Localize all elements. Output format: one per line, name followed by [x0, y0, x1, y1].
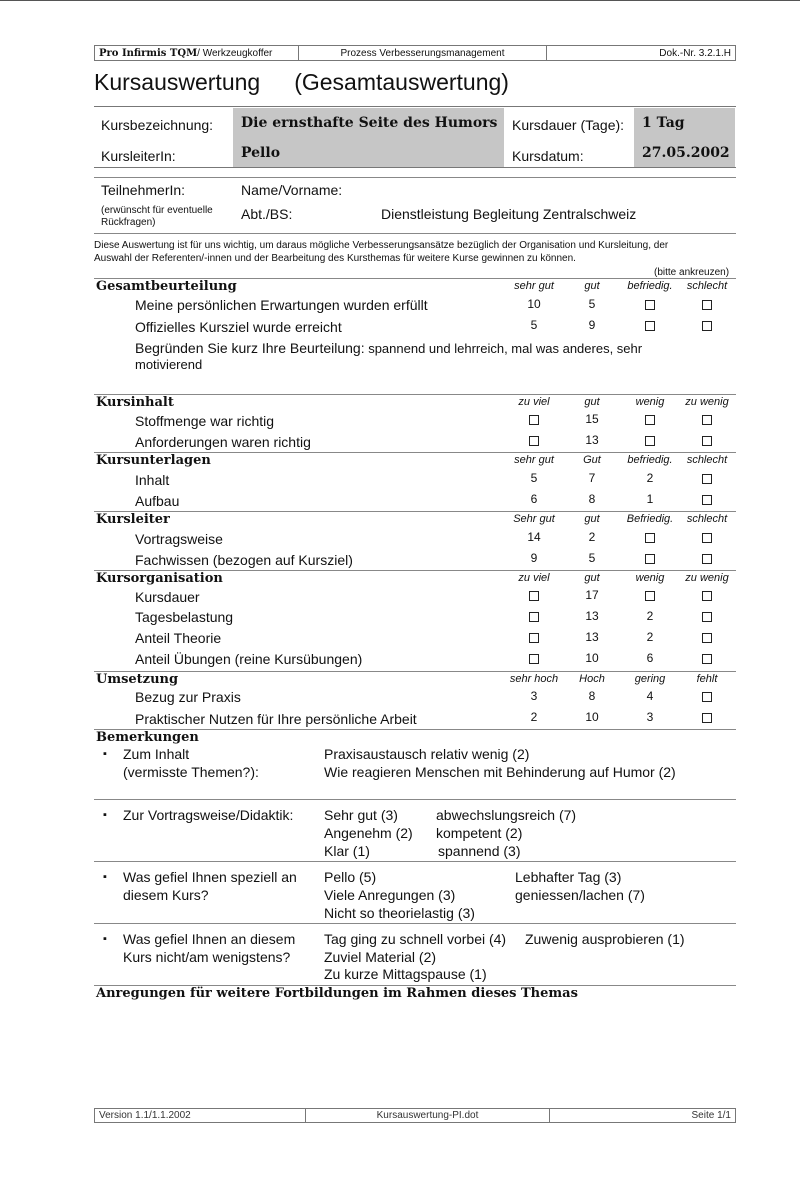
begruendung-cont: motivierend — [135, 357, 203, 372]
rating-checkbox[interactable] — [620, 297, 680, 311]
col-header: gut — [584, 396, 600, 408]
col-header: schlecht — [686, 513, 728, 525]
bullet-icon: ▪ — [103, 748, 107, 760]
remark-answer: Zuwenig ausprobieren (1) — [525, 931, 685, 947]
col-header: Sehr gut — [513, 513, 555, 525]
item-label: Meine persönlichen Erwartungen wurden erfüllt — [135, 297, 428, 313]
remark-answer: Wie reagieren Menschen mit Behinderung auf Humor (2) — [324, 764, 676, 780]
checkbox-icon[interactable] — [645, 321, 655, 331]
rating-value: 8 — [588, 689, 596, 703]
rating-checkbox[interactable] — [677, 551, 737, 565]
checkbox-icon[interactable] — [702, 474, 712, 484]
rating-value: 13 — [585, 609, 599, 623]
col-header: gut — [584, 513, 600, 525]
col-header: gering — [634, 673, 666, 685]
teilnehmer-note: (erwünscht für eventuelle Rückfragen) — [101, 205, 213, 228]
divider — [94, 799, 736, 800]
col-header: fehlt — [696, 673, 718, 685]
course-info — [94, 106, 736, 168]
rating-value: 2 — [646, 471, 654, 485]
checkbox-icon[interactable] — [702, 591, 712, 601]
divider — [94, 177, 736, 178]
document-footer — [94, 1108, 736, 1123]
rating-checkbox[interactable] — [677, 530, 737, 544]
item-label: Bezug zur Praxis — [135, 689, 241, 705]
checkbox-icon[interactable] — [645, 554, 655, 564]
remark-question: diesem Kurs? — [123, 887, 209, 903]
name-label: Name/Vorname: — [241, 182, 343, 198]
rating-value: 15 — [585, 412, 599, 426]
checkbox-icon[interactable] — [645, 300, 655, 310]
checkbox-icon[interactable] — [529, 654, 539, 664]
rating-value: 3 — [646, 710, 654, 724]
page-title: Kursauswertung (Gesamtauswertung) — [94, 69, 509, 95]
bullet-icon: ▪ — [103, 933, 107, 945]
remark-answer: Praxisaustausch relativ wenig (2) — [324, 746, 530, 762]
kursbezeichnung-value: Die ernsthafte Seite des Humors — [233, 108, 504, 138]
section-title-gesamt: Gesamtbeurteilung — [96, 279, 237, 294]
rating-value: 1 — [646, 492, 654, 506]
rating-checkbox[interactable] — [677, 630, 737, 644]
rating-value: 2 — [646, 630, 654, 644]
remark-answer: geniessen/lachen (7) — [515, 887, 645, 903]
remark-answer: Pello (5) — [324, 869, 377, 885]
divider — [94, 861, 736, 862]
divider — [94, 394, 736, 395]
rating-checkbox[interactable] — [504, 609, 564, 623]
intro-text-line1: Diese Auswertung ist für uns wichtig, um daraus mögliche Verbesserungsansätze bezüglich der Organisation und Kursleitung, der — [94, 240, 669, 251]
checkbox-icon[interactable] — [645, 591, 655, 601]
checkbox-icon[interactable] — [702, 692, 712, 702]
col-header: wenig — [635, 572, 665, 584]
rating-checkbox[interactable] — [677, 297, 737, 311]
kursdauer-value: 1 Tag — [634, 108, 735, 138]
remark-answer: abwechslungsreich (7) — [436, 807, 577, 823]
rating-value: 14 — [527, 530, 541, 544]
rating-value: 5 — [530, 471, 538, 485]
item-label: Inhalt — [135, 472, 170, 488]
col-header: schlecht — [686, 454, 728, 466]
rating-checkbox[interactable] — [504, 651, 564, 665]
divider — [94, 923, 736, 924]
col-header: befriedig. — [627, 454, 673, 466]
checkbox-icon[interactable] — [645, 533, 655, 543]
item-label: Fachwissen (bezogen auf Kursziel) — [135, 552, 353, 568]
rating-checkbox[interactable] — [504, 630, 564, 644]
rating-value: 10 — [585, 710, 599, 724]
rating-checkbox[interactable] — [677, 651, 737, 665]
checkbox-icon[interactable] — [702, 633, 712, 643]
begruendung: Begründen Sie kurz Ihre Beurteilung: spannend und lehrreich, mal was anderes, sehr — [135, 340, 643, 356]
checkbox-icon[interactable] — [529, 612, 539, 622]
kursleiter-value: Pello — [233, 138, 504, 167]
col-header: sehr gut — [514, 280, 554, 292]
rating-checkbox[interactable] — [504, 433, 564, 447]
rating-value: 6 — [646, 651, 654, 665]
rating-checkbox[interactable] — [620, 412, 680, 426]
remark-question: Was gefiel Ihnen speziell an — [123, 869, 297, 885]
rating-value: 4 — [646, 689, 654, 703]
checkbox-icon[interactable] — [645, 436, 655, 446]
rating-checkbox[interactable] — [677, 609, 737, 623]
remark-answer: Tag ging zu schnell vorbei (4) — [324, 931, 507, 947]
rating-value: 7 — [588, 471, 596, 485]
rating-value: 8 — [588, 492, 596, 506]
teilnehmer-label: TeilnehmerIn: — [101, 182, 186, 198]
remark-answer: Viele Anregungen (3) — [324, 887, 456, 903]
rating-checkbox[interactable] — [677, 588, 737, 602]
remark-question: Zur Vortragsweise/Didaktik: — [123, 807, 294, 823]
checkbox-icon[interactable] — [702, 554, 712, 564]
remark-question: Zum Inhalt — [123, 746, 190, 762]
checkbox-icon[interactable] — [645, 415, 655, 425]
rating-checkbox[interactable] — [504, 412, 564, 426]
remark-question: Kurs nicht/am wenigstens? — [123, 949, 291, 965]
section-title-organisation: Kursorganisation — [96, 571, 223, 586]
remark-answer: Klar (1) — [324, 843, 370, 859]
divider — [94, 511, 736, 512]
header-process: Prozess Verbesserungsmanagement — [299, 46, 547, 60]
rating-checkbox[interactable] — [677, 689, 737, 703]
rating-value: 5 — [588, 551, 596, 565]
kursdauer-label: Kursdauer (Tage): — [512, 117, 625, 133]
remark-question: (vermisste Themen?): — [123, 764, 259, 780]
col-header: Hoch — [579, 673, 605, 685]
bullet-icon: ▪ — [103, 809, 107, 821]
kursdatum-label: Kursdatum: — [512, 148, 584, 164]
item-label: Aufbau — [135, 493, 180, 509]
rating-value: 2 — [530, 710, 538, 724]
rating-value: 13 — [585, 630, 599, 644]
bitte-ankreuzen: (bitte ankreuzen) — [654, 267, 730, 278]
checkbox-icon[interactable] — [529, 415, 539, 425]
rating-value: 5 — [530, 318, 538, 332]
checkbox-icon[interactable] — [702, 533, 712, 543]
checkbox-icon[interactable] — [529, 591, 539, 601]
remark-answer: spannend (3) — [438, 843, 521, 859]
item-label: Anteil Übungen (reine Kursübungen) — [135, 651, 363, 667]
col-header: zu viel — [518, 396, 550, 408]
col-header: Befriedig. — [626, 513, 674, 525]
rating-checkbox[interactable] — [620, 318, 680, 332]
rating-checkbox[interactable] — [677, 433, 737, 447]
header-org: Pro Infirmis TQM / Werkzeugkoffer — [95, 46, 299, 60]
item-label: Vortragsweise — [135, 531, 223, 547]
footer-file: Kursauswertung-PI.dot — [306, 1109, 550, 1122]
item-label: Anforderungen waren richtig — [135, 434, 311, 450]
footer-page: Seite 1/1 — [691, 1110, 731, 1121]
section-title-leiter: Kursleiter — [96, 512, 170, 527]
divider — [94, 233, 736, 234]
rating-value: 13 — [585, 433, 599, 447]
item-label: Offizielles Kursziel wurde erreicht — [135, 319, 342, 335]
abt-label: Abt./BS: — [241, 206, 293, 222]
col-header: Gut — [583, 454, 601, 466]
col-header: schlecht — [686, 280, 728, 292]
checkbox-icon[interactable] — [529, 633, 539, 643]
footer-version: Version 1.1/1.1.2002 — [95, 1109, 306, 1122]
rating-value: 3 — [530, 689, 538, 703]
remark-answer: Nicht so theorielastig (3) — [324, 905, 475, 921]
rating-value: 2 — [588, 530, 596, 544]
rating-value: 5 — [588, 297, 596, 311]
rating-value: 2 — [646, 609, 654, 623]
kursleiter-label: KursleiterIn: — [101, 148, 176, 164]
kursdatum-value: 27.05.2002 — [634, 138, 735, 167]
rating-checkbox[interactable] — [677, 318, 737, 332]
rating-checkbox[interactable] — [677, 492, 737, 506]
rating-value: 10 — [585, 651, 599, 665]
document-header — [94, 45, 736, 61]
bullet-icon: ▪ — [103, 871, 107, 883]
col-header: sehr gut — [514, 454, 554, 466]
col-header: zu wenig — [685, 396, 729, 408]
remark-answer: Zu kurze Mittagspause (1) — [324, 966, 487, 982]
checkbox-icon[interactable] — [702, 321, 712, 331]
remark-answer: kompetent (2) — [436, 825, 523, 841]
rating-checkbox[interactable] — [677, 710, 737, 724]
remark-answer: Sehr gut (3) — [324, 807, 398, 823]
col-header: zu viel — [518, 572, 550, 584]
intro-text-line2: Auswahl der Referenten/-innen und der Bearbeitung des Kursthemas für weitere Kurse gewinnen zu können. — [94, 253, 576, 264]
anregungen-title: Anregungen für weitere Fortbildungen im Rahmen dieses Themas — [96, 986, 578, 1001]
rating-checkbox[interactable] — [504, 588, 564, 602]
rating-checkbox[interactable] — [677, 412, 737, 426]
item-label: Tagesbelastung — [135, 609, 234, 625]
rating-value: 17 — [585, 588, 599, 602]
checkbox-icon[interactable] — [702, 495, 712, 505]
rating-value: 9 — [588, 318, 596, 332]
header-doc-nr: Dok.-Nr. 3.2.1.H — [659, 47, 731, 59]
item-label: Anteil Theorie — [135, 630, 222, 646]
rating-checkbox[interactable] — [620, 433, 680, 447]
checkbox-icon[interactable] — [702, 654, 712, 664]
remark-answer: Lebhafter Tag (3) — [515, 869, 622, 885]
remark-question: Was gefiel Ihnen an diesem — [123, 931, 296, 947]
col-header: zu wenig — [685, 572, 729, 584]
rating-checkbox[interactable] — [620, 588, 680, 602]
rating-checkbox[interactable] — [620, 530, 680, 544]
item-label: Praktischer Nutzen für Ihre persönliche Arbeit — [135, 711, 417, 727]
section-title-bemerkungen: Bemerkungen — [96, 730, 199, 745]
checkbox-icon[interactable] — [702, 415, 712, 425]
rating-checkbox[interactable] — [677, 471, 737, 485]
abt-value: Dienstleistung Begleitung Zentralschweiz — [381, 206, 637, 222]
checkbox-icon[interactable] — [702, 436, 712, 446]
rating-value: 9 — [530, 551, 538, 565]
kursbezeichnung-label: Kursbezeichnung: — [101, 117, 214, 133]
rating-value: 6 — [530, 492, 538, 506]
checkbox-icon[interactable] — [702, 612, 712, 622]
item-label: Stoffmenge war richtig — [135, 413, 275, 429]
section-title-inhalt: Kursinhalt — [96, 395, 174, 410]
col-header: sehr hoch — [509, 673, 559, 685]
col-header: befriedig. — [627, 280, 673, 292]
col-header: wenig — [635, 396, 665, 408]
item-label: Kursdauer — [135, 589, 200, 605]
remark-answer: Angenehm (2) — [324, 825, 413, 841]
checkbox-icon[interactable] — [702, 713, 712, 723]
col-header: gut — [584, 572, 600, 584]
rating-value: 10 — [527, 297, 541, 311]
remark-answer: Zuviel Material (2) — [324, 949, 437, 965]
section-title-unterlagen: Kursunterlagen — [96, 453, 211, 468]
checkbox-icon[interactable] — [529, 436, 539, 446]
rating-checkbox[interactable] — [620, 551, 680, 565]
divider — [94, 671, 736, 672]
section-title-umsetzung: Umsetzung — [96, 672, 179, 687]
col-header: gut — [584, 280, 600, 292]
checkbox-icon[interactable] — [702, 300, 712, 310]
